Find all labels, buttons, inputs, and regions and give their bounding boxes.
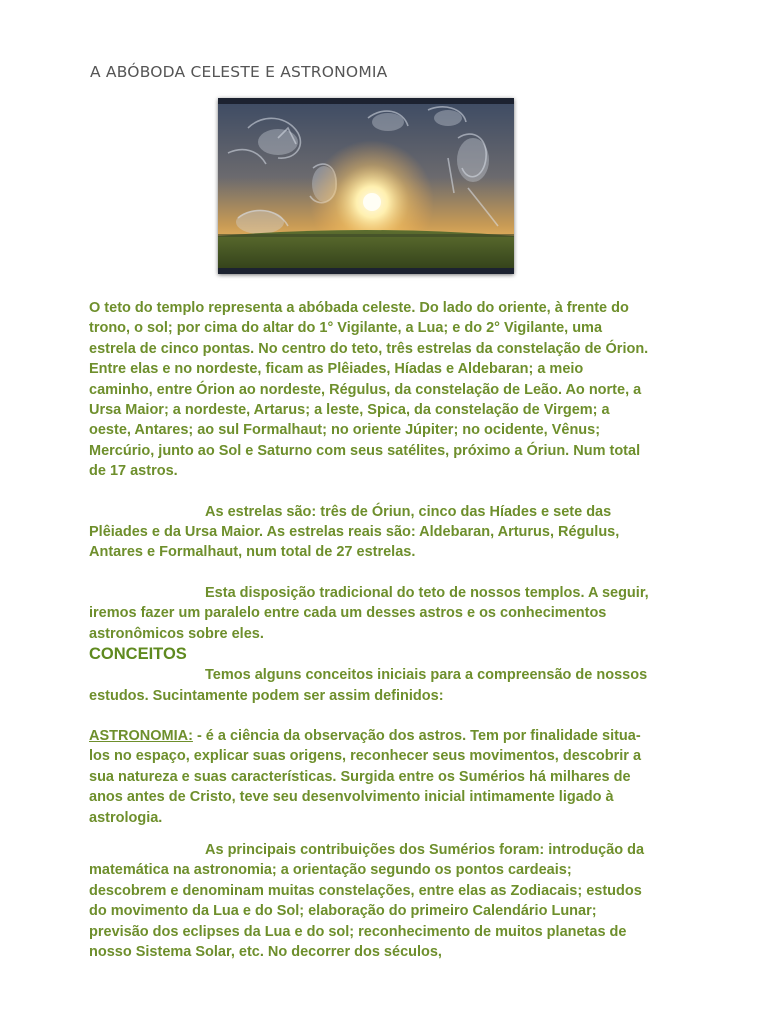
paragraph-traditional-layout: Esta disposição tradicional do teto de nossos templos. A seguir, iremos fazer um paralelo entre cada um desses astros e os conhecimentos astronômicos sobre eles. [89,584,649,642]
term-astronomy: ASTRONOMIA: [89,727,193,744]
paragraph-sumerian-contributions: As principais contribuições dos Sumérios foram: introdução da matemática na astronomia; a orientação segundo os pontos cardeais; descobrem e denominam muitas constelações, entre elas as Zodiacais; estudos do movimento da Lua e do Sol; elaboração do primeiro Calendário Lunar; previsão dos eclipses da Lua e do sol; reconhecimento de muitos planetas de nosso Sistema Solar, etc. No decorrer dos séculos, [89,841,645,960]
astronomy-definition-text: - é a ciência da observação dos astros. Tem por finalidade situa-los no espaço, explicar suas origens, reconhecer seus movimentos, descobrir a sua natureza e suas características. Surgida entre os Sumérios há milhares de anos antes de Cristo, teve seu desenvolvimento inicial intimamente ligado à astrologia. [89,727,642,826]
document-body [89,298,649,962]
section-heading-concepts: CONCEITOS [89,645,187,664]
paragraph-temple-ceiling: O teto do templo representa a abóbada celeste. Do lado do oriente, à frente do trono, o sol; por cima do altar do 1° Vigilante, a Lua; e do 2° Vigilante, uma estrela de cinco pontas. No centro do teto, três estrelas da constelação de Órion. Entre elas e no nordeste, ficam as Plêiades, Híadas e Aldebaran; a meio caminho, entre Órion ao nordeste, Régulus, da constelação de Leão. Ao norte, a Ursa Maior; a nordeste, Artarus; a leste, Spica, da constelação de Virgem; a oeste, Antares; ao sul Formalhaut; no oriente Júpiter; no ocidente, Vênus; Mercúrio, junto ao Sol e Saturno com seus satélites, próximo a Óriun. Num total de 17 astros. [89,300,649,480]
sky-sunrise-constellations-image [218,98,514,274]
paragraph-astronomy-definition [89,726,649,828]
paragraph-concepts-intro: Temos alguns conceitos iniciais para a compreensão de nossos estudos. Sucintamente podem ser assim definidos: [89,667,648,704]
document-title: A ABÓBODA CELESTE E ASTRONOMIA [90,63,388,81]
paragraph-stars: As estrelas são: três de Óriun, cinco das Híades e sete das Plêiades e da Ursa Maior. As estrelas reais são: Aldebaran, Arturus, Régulus, Antares e Formalhaut, num total de 27 estrelas. [89,503,620,561]
